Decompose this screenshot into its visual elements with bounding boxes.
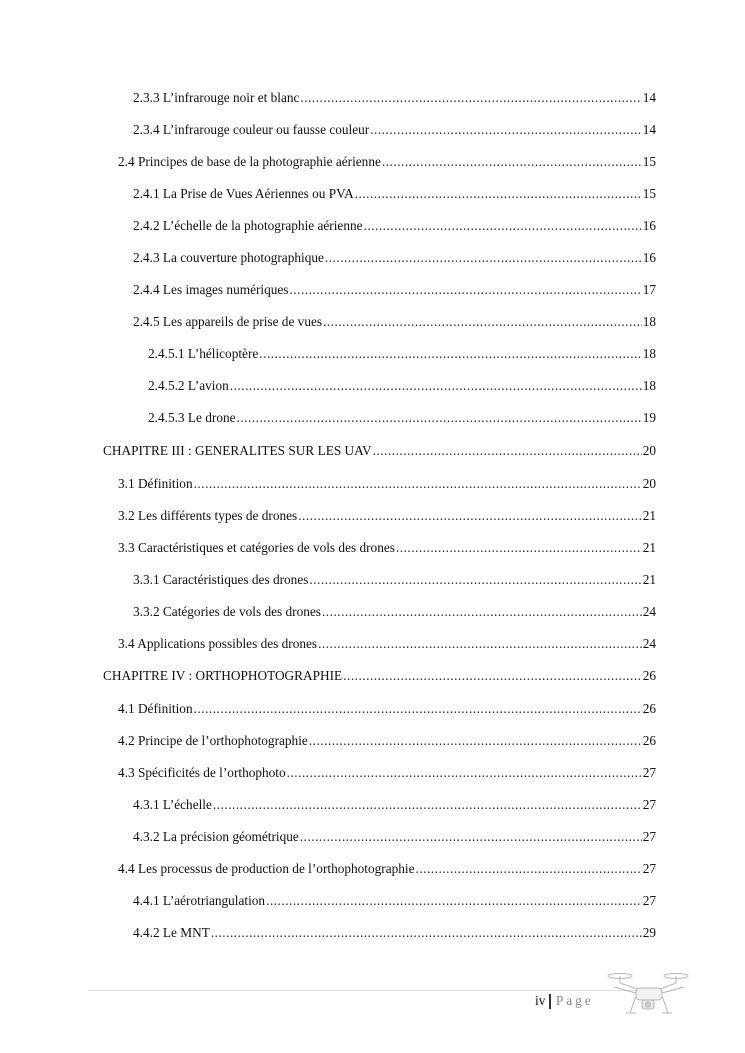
toc-dot-leader (298, 506, 641, 526)
toc-entry-page: 21 (642, 572, 656, 587)
toc-entry-page: 15 (642, 186, 656, 201)
toc-entry-title: 2.4.5 Les appareils de prise de vues (133, 314, 323, 329)
toc-dot-leader (318, 634, 642, 654)
toc-entry[interactable] (118, 699, 656, 719)
toc-dot-leader (300, 88, 641, 108)
toc-entry-title: 2.3.3 L’infrarouge noir et blanc (133, 90, 300, 105)
toc-dot-leader (416, 859, 642, 879)
toc-dot-leader (396, 538, 642, 558)
toc-dot-leader (364, 216, 642, 236)
toc-entry-page: 24 (642, 604, 656, 619)
toc-dot-leader (259, 344, 641, 364)
toc-entry[interactable] (133, 602, 656, 622)
toc-entry-page: 27 (642, 797, 656, 812)
toc-entry-title: 2.4.5.1 L’hélicoptère (148, 346, 259, 361)
toc-entry-title: 2.4.4 Les images numériques (133, 282, 289, 297)
toc-entry-page: 26 (642, 733, 656, 748)
toc-entry[interactable] (133, 216, 656, 236)
toc-entry-title: 4.3.2 La précision géométrique (133, 829, 299, 844)
toc-entry[interactable] (118, 763, 656, 783)
toc-dot-leader (194, 474, 642, 494)
toc-entry-title: 3.3.1 Caractéristiques des drones (133, 572, 309, 587)
toc-dot-leader (370, 120, 642, 140)
toc-entry-page: 27 (642, 765, 656, 780)
toc-entry-title: 2.4.2 L’échelle de la photographie aérienne (133, 218, 363, 233)
toc-entry-title: CHAPITRE III : GENERALITES SUR LES UAV (103, 443, 372, 458)
toc-dot-leader (287, 763, 642, 783)
toc-entry[interactable] (133, 891, 656, 911)
toc-entry[interactable] (133, 570, 656, 590)
toc-entry-title: 3.3 Caractéristiques et catégories de vols des drones (118, 540, 395, 555)
toc-chapter-entry[interactable] (103, 666, 656, 686)
toc-entry-title: 4.4.2 Le MNT (133, 925, 210, 940)
toc-entry[interactable] (133, 923, 656, 943)
drone-icon (606, 966, 692, 1026)
toc-dot-leader (343, 666, 642, 686)
toc-dot-leader (213, 795, 642, 815)
toc-entry-title: 3.2 Les différents types de drones (118, 508, 298, 523)
toc-entry-page: 14 (642, 90, 656, 105)
toc-entry-title: 2.4.5.3 Le drone (148, 410, 236, 425)
toc-entry[interactable] (133, 827, 656, 847)
toc-entry-page: 20 (642, 476, 656, 491)
toc-dot-leader (237, 408, 642, 428)
toc-entry[interactable] (118, 859, 656, 879)
toc-entry-title: CHAPITRE IV : ORTHOPHOTOGRAPHIE (103, 668, 343, 683)
toc-entry-page: 27 (642, 861, 656, 876)
toc-entry-page: 20 (642, 443, 656, 458)
toc-entry-title: 4.2 Principe de l’orthophotographie (118, 733, 308, 748)
toc-entry-page: 21 (642, 540, 656, 555)
toc-entry-page: 27 (642, 893, 656, 908)
toc-entry-page: 18 (642, 378, 656, 393)
toc-dot-leader (289, 280, 641, 300)
toc-entry[interactable] (133, 184, 656, 204)
toc-dot-leader (211, 923, 642, 943)
toc-entry[interactable] (133, 280, 656, 300)
toc-entry-page: 21 (642, 508, 656, 523)
toc-entry-page: 26 (642, 701, 656, 716)
toc-entry[interactable] (133, 120, 656, 140)
toc-dot-leader (355, 184, 642, 204)
toc-dot-leader (373, 441, 642, 461)
toc-dot-leader (325, 248, 642, 268)
toc-entry-page: 17 (642, 282, 656, 297)
toc-entry-page: 16 (642, 218, 656, 233)
toc-entry-title: 4.4.1 L’aérotriangulation (133, 893, 266, 908)
toc-dot-leader (382, 152, 642, 172)
page-number: iv (535, 993, 546, 1008)
toc-entry-page: 19 (642, 410, 656, 425)
toc-dot-leader (300, 827, 642, 847)
toc-entry-title: 4.3.1 L’échelle (133, 797, 212, 812)
toc-chapter-entry[interactable] (103, 441, 656, 461)
toc-entry-title: 2.4.5.2 L’avion (148, 378, 229, 393)
toc-entry[interactable] (133, 795, 656, 815)
toc-dot-leader (230, 376, 642, 396)
toc-dot-leader (309, 731, 642, 751)
footer-page-label (535, 991, 594, 1011)
toc-entry-title: 2.4.3 La couverture photographique (133, 250, 324, 265)
toc-entry-page: 29 (642, 925, 656, 940)
toc-entry[interactable] (133, 88, 656, 108)
toc-entry-page: 16 (642, 250, 656, 265)
toc-entry[interactable] (148, 344, 656, 364)
toc-entry[interactable] (118, 538, 656, 558)
toc-entry[interactable] (148, 408, 656, 428)
toc-dot-leader (194, 699, 642, 719)
toc-entry[interactable] (118, 506, 656, 526)
toc-entry-title: 4.1 Définition (118, 701, 193, 716)
toc-entry-title: 2.3.4 L’infrarouge couleur ou fausse couleur (133, 122, 370, 137)
toc-entry-title: 3.3.2 Catégories de vols des drones (133, 604, 321, 619)
toc-dot-leader (309, 570, 641, 590)
toc-entry-page: 26 (642, 668, 656, 683)
toc-entry-title: 2.4.1 La Prise de Vues Aériennes ou PVA (133, 186, 354, 201)
toc-entry-title: 3.1 Définition (118, 476, 193, 491)
toc-entry-page: 18 (642, 314, 656, 329)
toc-entry-page: 27 (642, 829, 656, 844)
toc-entry[interactable] (133, 312, 656, 332)
footer-separator (549, 994, 551, 1009)
toc-entry-title: 3.4 Applications possibles des drones (118, 636, 318, 651)
page-word: Page (555, 993, 594, 1008)
toc-entry[interactable] (118, 731, 656, 751)
toc-entry-page: 15 (642, 154, 656, 169)
toc-entry[interactable] (118, 474, 656, 494)
toc-entry-page: 24 (642, 636, 656, 651)
toc-entry-page: 18 (642, 346, 656, 361)
toc-entry[interactable] (118, 152, 656, 172)
toc-entry[interactable] (133, 248, 656, 268)
toc-dot-leader (323, 312, 642, 332)
toc-entry-title: 2.4 Principes de base de la photographie aérienne (118, 154, 381, 169)
toc-entry-title: 4.3 Spécificités de l’orthophoto (118, 765, 286, 780)
toc-entry-title: 4.4 Les processus de production de l’orthophotographie (118, 861, 415, 876)
toc-entry[interactable] (118, 634, 656, 654)
toc-entry-page: 14 (642, 122, 656, 137)
toc-entry[interactable] (148, 376, 656, 396)
toc-dot-leader (322, 602, 642, 622)
toc-dot-leader (266, 891, 642, 911)
